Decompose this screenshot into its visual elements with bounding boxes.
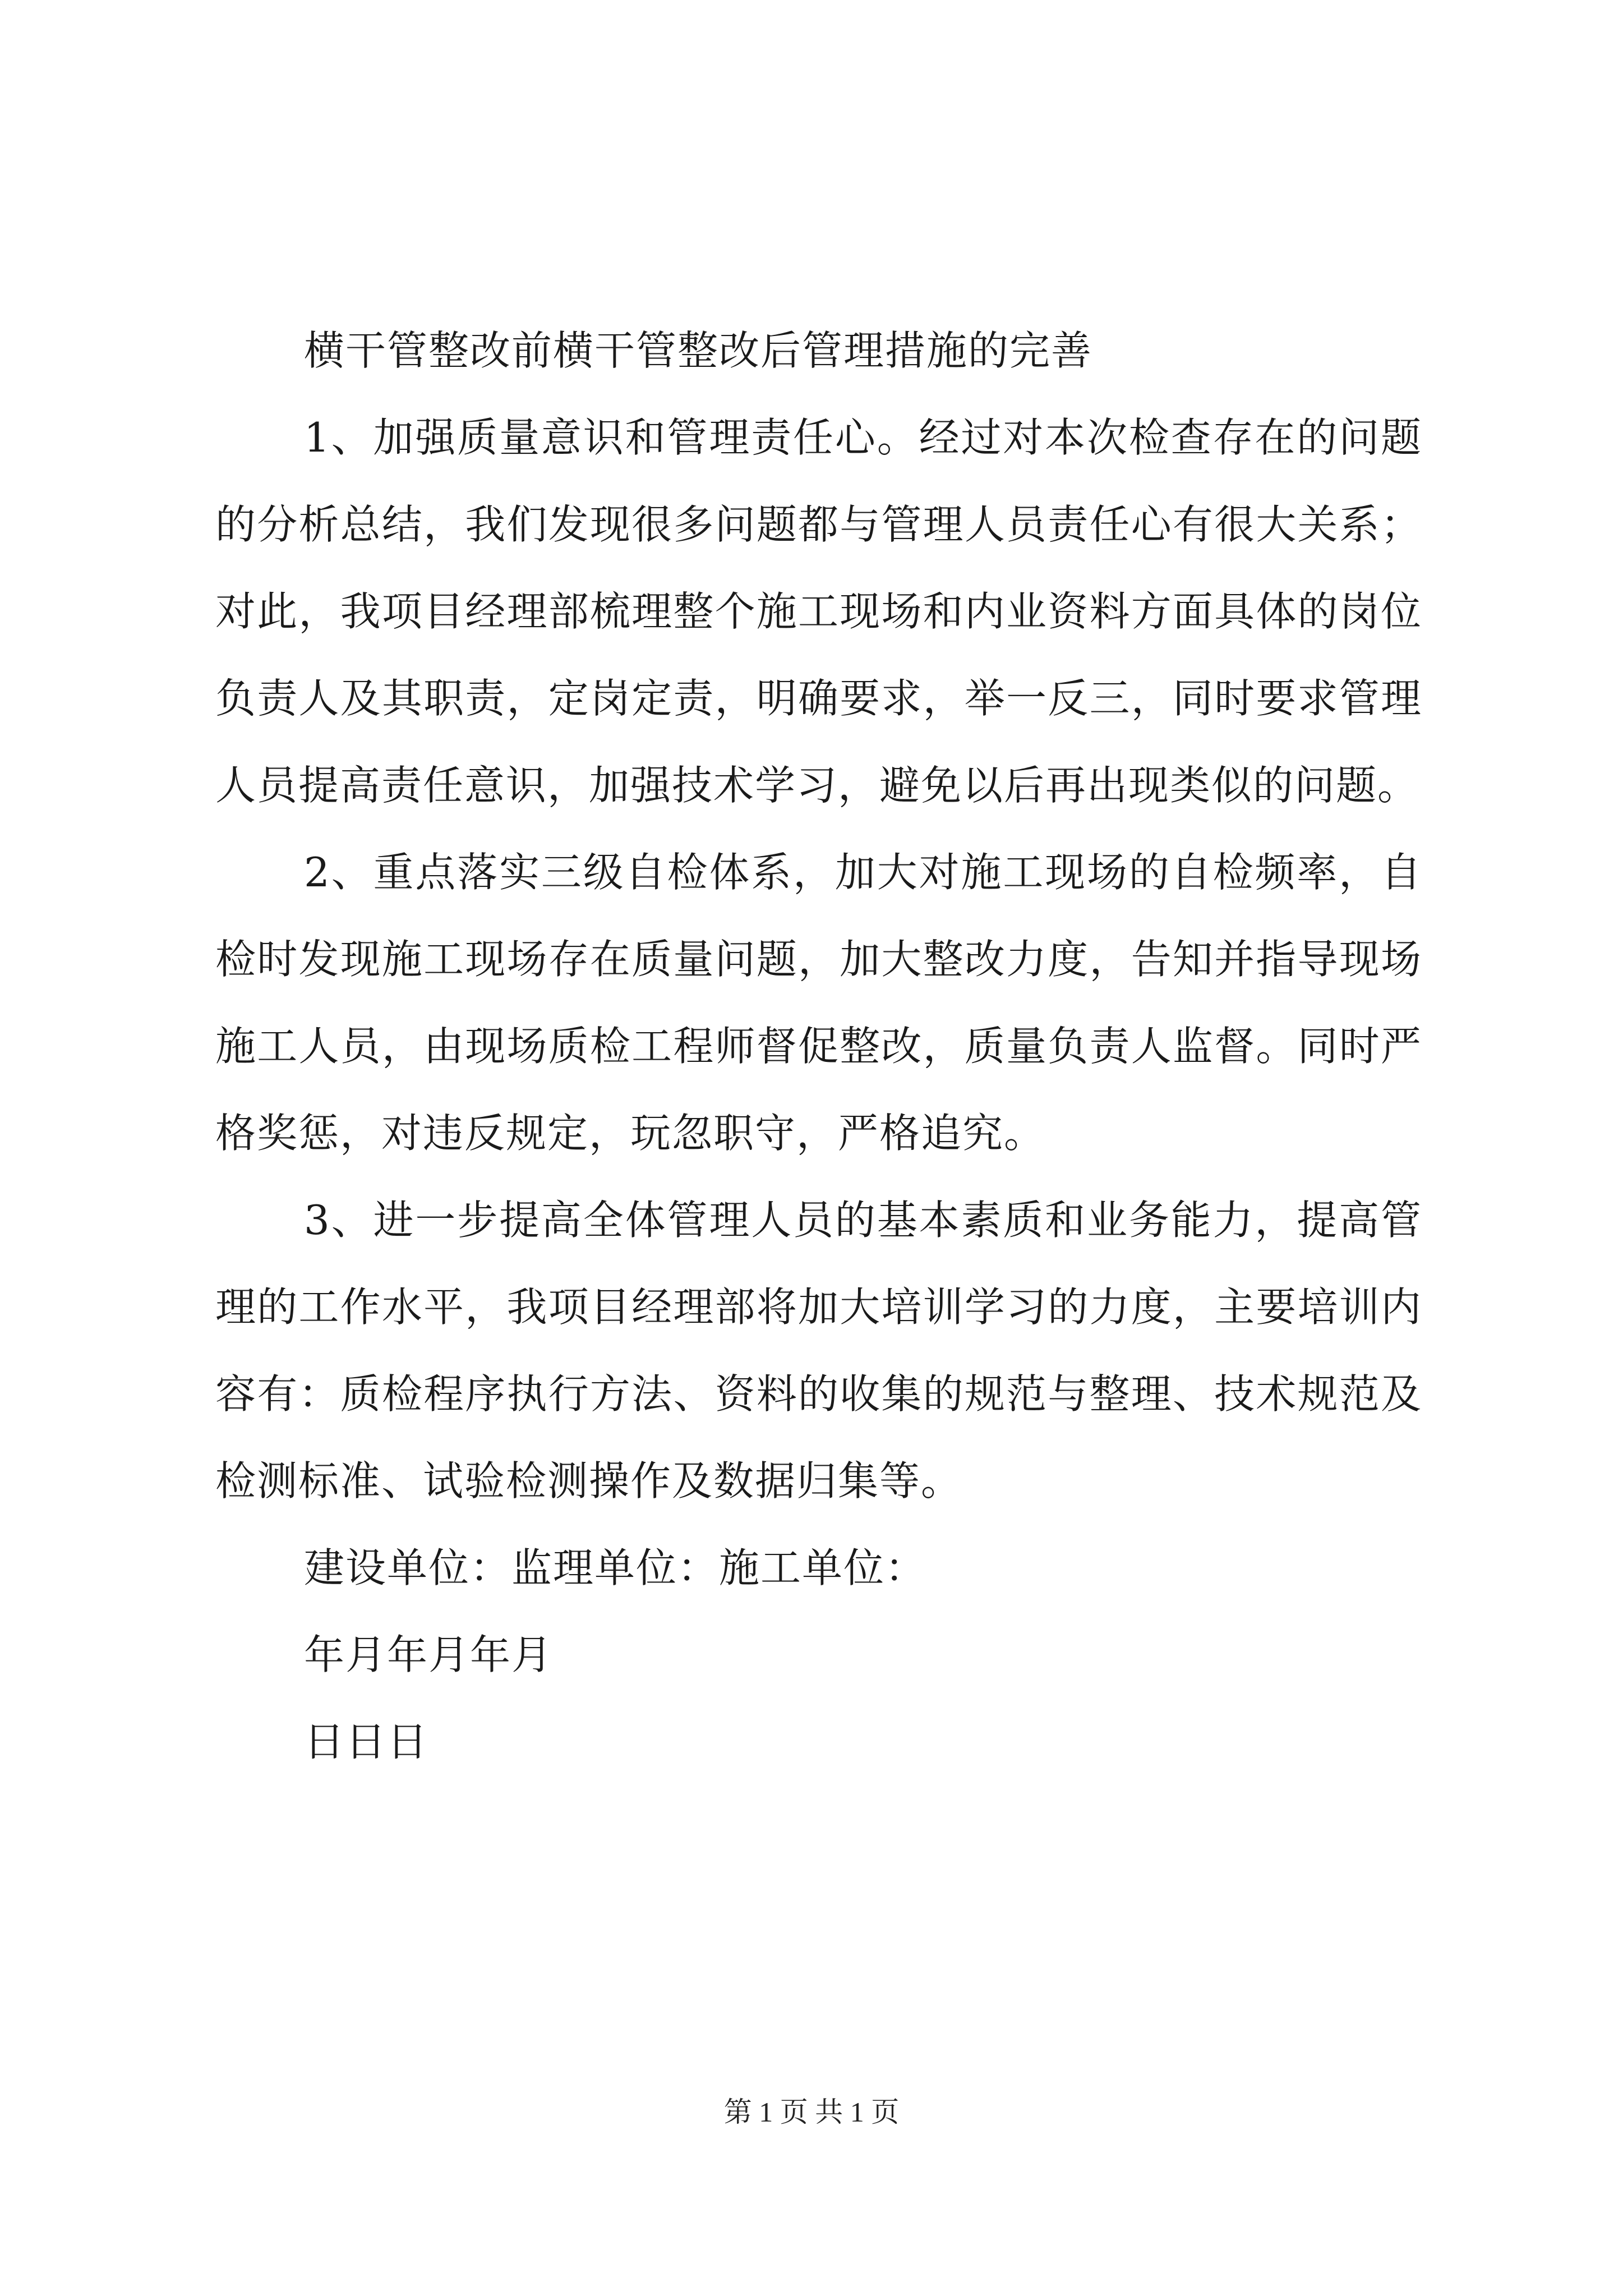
paragraph-2: 2、重点落实三级自检体系，加大对施工现场的自检频率，自检时发现施工现场存在质量问题，加大整改力度，告知并指导现场施工人员，由现场质检工程师督促整改，质量负责人监督。同时严格奖惩，对违反规定，玩忽职守，严格追究。 — [215, 849, 1422, 1157]
document-title-line: 横干管整改前横干管整改后管理措施的完善 — [304, 327, 1093, 374]
signature-day-line: 日日日 — [304, 1718, 429, 1765]
signature-month-line: 年月年月年月 — [304, 1631, 554, 1678]
document-body — [215, 307, 1422, 1786]
signature-units: 建设单位：监理单位：施工单位： — [304, 1544, 927, 1591]
paragraph-3: 3、进一步提高全体管理人员的基本素质和业务能力，提高管理的工作水平，我项目经理部将加大培训学习的力度，主要培训内容有：质检程序执行方法、资料的收集的规范与整理、技术规范及检测标准、试验检测操作及数据归集等。 — [215, 1197, 1422, 1504]
paragraph-1: 1、加强质量意识和管理责任心。经过对本次检查存在的问题的分析总结，我们发现很多问题都与管理人员责任心有很大关系；对此，我项目经理部梳理整个施工现场和内业资料方面具体的岗位负责人及其职责，定岗定责，明确要求，举一反三，同时要求管理人员提高责任意识，加强技术学习，避免以后再出现类似的问题。 — [215, 414, 1422, 809]
page-footer: 第 1 页 共 1 页 — [723, 2096, 900, 2128]
